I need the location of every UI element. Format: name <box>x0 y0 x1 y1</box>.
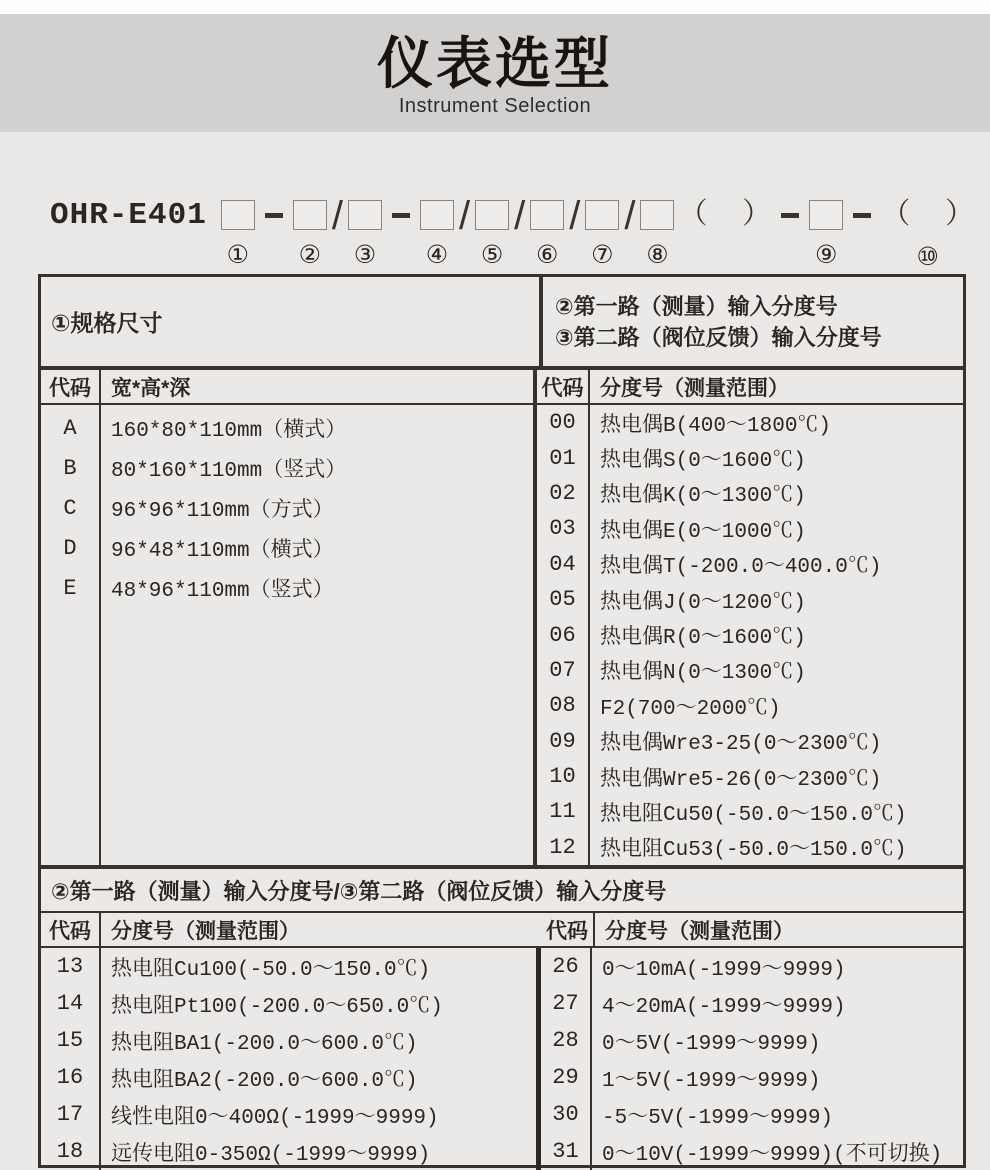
code-box <box>221 200 255 230</box>
model-code-separator <box>621 194 638 238</box>
code-box <box>585 200 619 230</box>
index-value-cell: 热电偶R(0～1600℃) <box>600 627 806 651</box>
index-code-cell: 31 <box>552 1139 579 1164</box>
parentheses: （ ） <box>881 199 975 232</box>
slash-separator: / <box>624 194 636 238</box>
code-position-number: ⑩ <box>916 243 939 271</box>
slash-separator: / <box>458 194 471 238</box>
code-position-number: ⑧ <box>646 241 669 269</box>
code-position-number: ⑤ <box>480 241 504 269</box>
model-code-prefix: OHR-E401 <box>50 198 207 233</box>
index-value-cell: 4～20mA(-1999～9999) <box>602 995 846 1019</box>
index-code-cell: 26 <box>552 954 579 979</box>
lower-left-value-column <box>101 948 536 1170</box>
model-code-line <box>50 194 976 271</box>
size-value-cell: 96*96*110mm（方式） <box>111 500 334 523</box>
model-code-separator <box>676 200 773 232</box>
size-value-cell: 160*80*110mm（横式） <box>111 420 347 443</box>
index-value-cell: 热电偶E(0～1000℃) <box>600 520 806 544</box>
index-value-cell: 热电阻BA1(-200.0～600.0℃) <box>111 1032 418 1056</box>
lower-subheader-row <box>41 913 963 948</box>
top-strip <box>0 0 990 14</box>
index-value-cell: 热电阻Cu50(-50.0～150.0℃) <box>600 803 907 827</box>
index-code-cell: 05 <box>549 587 576 613</box>
code-box <box>640 200 674 230</box>
code-box <box>348 200 382 230</box>
index-value-cell: 0～5V(-1999～9999) <box>602 1032 821 1056</box>
index-code-cell: 11 <box>549 799 576 825</box>
model-code-slot <box>807 200 845 268</box>
upper-subheader-row <box>41 370 963 405</box>
model-code-slot <box>291 200 329 268</box>
code-box <box>809 200 843 230</box>
lower-right-value-header: 分度号（测量范围） <box>593 913 963 946</box>
size-value-cell: 48*96*110mm（竖式） <box>111 580 334 603</box>
model-code-separator <box>329 194 346 238</box>
index-code-cell: 09 <box>549 728 576 754</box>
upper-data-section <box>41 405 963 869</box>
code-position-number: ⑥ <box>535 241 559 269</box>
index-value-cell: 0～10mA(-1999～9999) <box>602 958 846 982</box>
upper-left-code-header: 代码 <box>41 370 101 403</box>
index-code-cell: 15 <box>56 1028 84 1053</box>
lower-right-value-column <box>592 948 963 1170</box>
code-box <box>530 200 564 230</box>
index-value-cell: 热电偶N(0～1300℃) <box>600 662 806 686</box>
slash-separator: / <box>514 194 526 238</box>
index-value-cell: 热电偶Wre3-25(0～2300℃) <box>600 733 882 757</box>
code-position-number: ② <box>298 241 322 269</box>
header-spec-size: ①规格尺寸 <box>41 277 543 366</box>
model-code-slot <box>219 200 257 268</box>
model-code-slot <box>583 200 621 268</box>
page-header-band <box>0 14 990 132</box>
index-value-cell: 1～5V(-1999～9999) <box>602 1069 821 1093</box>
slash-separator: / <box>569 194 581 238</box>
upper-right-value-header: 分度号（测量范围） <box>600 376 789 400</box>
index-value-cell: 热电阻BA2(-200.0～600.0℃) <box>111 1069 418 1093</box>
lower-left-code-column <box>41 948 101 1170</box>
size-value-cell: 96*48*110mm（横式） <box>111 540 334 563</box>
code-box <box>475 200 509 230</box>
slash-separator: / <box>331 194 343 238</box>
index-value-cell: 热电偶J(0～1200℃) <box>600 591 806 615</box>
index-value-cell: -5～5V(-1999～9999) <box>602 1106 834 1130</box>
index-value-cell: 热电偶T(-200.0～400.0℃) <box>600 556 882 580</box>
model-code-slot <box>418 200 456 268</box>
index-code-cell: 07 <box>549 657 576 683</box>
selection-table <box>38 274 966 1168</box>
model-code-separator <box>456 194 473 238</box>
dash-separator <box>853 213 871 218</box>
index-value-cell: 0～10V(-1999～9999)(不可切换) <box>602 1143 943 1167</box>
index-code-cell: 03 <box>549 516 576 542</box>
index-code-cell: 10 <box>549 764 576 790</box>
model-code-separator <box>384 200 418 218</box>
code-position-number: ⑦ <box>591 241 614 269</box>
model-code-separator <box>511 194 528 238</box>
upper-left-value-header: 宽*高*深 <box>101 370 537 403</box>
index-code-cell: 12 <box>549 834 576 860</box>
model-code-separator <box>845 200 879 218</box>
code-position-number: ④ <box>425 241 449 269</box>
dash-separator <box>265 213 283 218</box>
upper-right-code-header: 代码 <box>537 370 590 403</box>
index-code-cell: 18 <box>56 1139 84 1164</box>
index-value-cell: 热电阻Pt100(-200.0～650.0℃) <box>111 995 443 1019</box>
header-input-index <box>543 277 963 366</box>
model-code-slot <box>638 200 676 268</box>
index-value-cell: 热电阻Cu100(-50.0～150.0℃) <box>111 958 431 982</box>
model-code-separator <box>879 200 976 270</box>
index-value-cell: 热电偶Wre5-26(0～2300℃) <box>600 768 882 792</box>
index-code-cell: 30 <box>552 1102 579 1127</box>
size-code-cell: D <box>63 535 77 561</box>
index-code-cell: 06 <box>549 622 576 648</box>
size-code-cell: E <box>63 575 77 601</box>
model-code-separator <box>566 194 583 238</box>
index-code-cell: 17 <box>56 1102 84 1127</box>
index-value-cell: 远传电阻0-350Ω(-1999～9999) <box>111 1143 431 1167</box>
index-code-cell: 01 <box>549 445 576 471</box>
index-code-cell: 16 <box>56 1065 84 1090</box>
size-value-cell: 80*160*110mm（竖式） <box>111 460 347 483</box>
page-subtitle: Instrument Selection <box>398 95 592 117</box>
size-code-cell: C <box>63 495 77 521</box>
model-code-slot <box>528 200 566 268</box>
index-code-cell: 13 <box>56 954 84 979</box>
code-box <box>293 200 327 230</box>
model-code-separator <box>257 200 291 218</box>
model-code-separator <box>773 200 807 218</box>
index-value-cell: 线性电阻0～400Ω(-1999～9999) <box>111 1106 439 1130</box>
index-code-cell: 04 <box>549 551 576 577</box>
lower-right-code-column <box>541 948 592 1170</box>
dash-separator <box>781 213 799 218</box>
size-code-cell: B <box>63 455 77 481</box>
lower-left-value-header: 分度号（测量范围） <box>111 919 300 943</box>
page-title: 仪表选型 <box>377 32 613 95</box>
model-code-slot <box>346 200 384 268</box>
code-position-number: ⑨ <box>815 241 838 269</box>
index-code-cell: 08 <box>549 693 576 719</box>
index-value-cell: 热电偶K(0～1300℃) <box>600 485 806 509</box>
dash-separator <box>392 213 410 218</box>
lower-left-code-header: 代码 <box>41 913 101 946</box>
size-value-column <box>101 405 537 865</box>
index-code-cell: 00 <box>549 410 576 436</box>
lower-data-section <box>41 948 963 1170</box>
header-input-index-line1: ②第一路（测量）输入分度号 <box>555 293 838 319</box>
index-value-cell: 热电偶B(400～1800℃) <box>600 414 832 438</box>
size-code-cell: A <box>63 415 77 441</box>
code-position-number: ① <box>226 241 250 269</box>
index-code-cell: 14 <box>56 991 84 1016</box>
header-input-index-line2: ③第二路（阀位反馈）输入分度号 <box>555 324 882 350</box>
model-code-slot <box>473 200 511 268</box>
lower-right-code-header: 代码 <box>546 919 588 943</box>
index-code-column <box>537 405 590 865</box>
index-value-cell: 热电偶S(0～1600℃) <box>600 450 806 474</box>
index-code-cell: 28 <box>552 1028 579 1053</box>
lower-section-title: ②第一路（测量）输入分度号/③第二路（阀位反馈）输入分度号 <box>41 869 963 913</box>
size-code-column <box>41 405 101 865</box>
index-value-cell: F2(700～2000℃) <box>600 697 781 721</box>
index-value-column <box>590 405 963 865</box>
index-value-cell: 热电阻Cu53(-50.0～150.0℃) <box>600 839 907 863</box>
index-code-cell: 27 <box>552 991 579 1016</box>
code-position-number: ③ <box>353 241 377 269</box>
parentheses: （ ） <box>678 199 772 232</box>
index-code-cell: 02 <box>549 480 576 506</box>
index-code-cell: 29 <box>552 1065 579 1090</box>
table-header-row <box>41 277 963 370</box>
code-box <box>420 200 454 230</box>
